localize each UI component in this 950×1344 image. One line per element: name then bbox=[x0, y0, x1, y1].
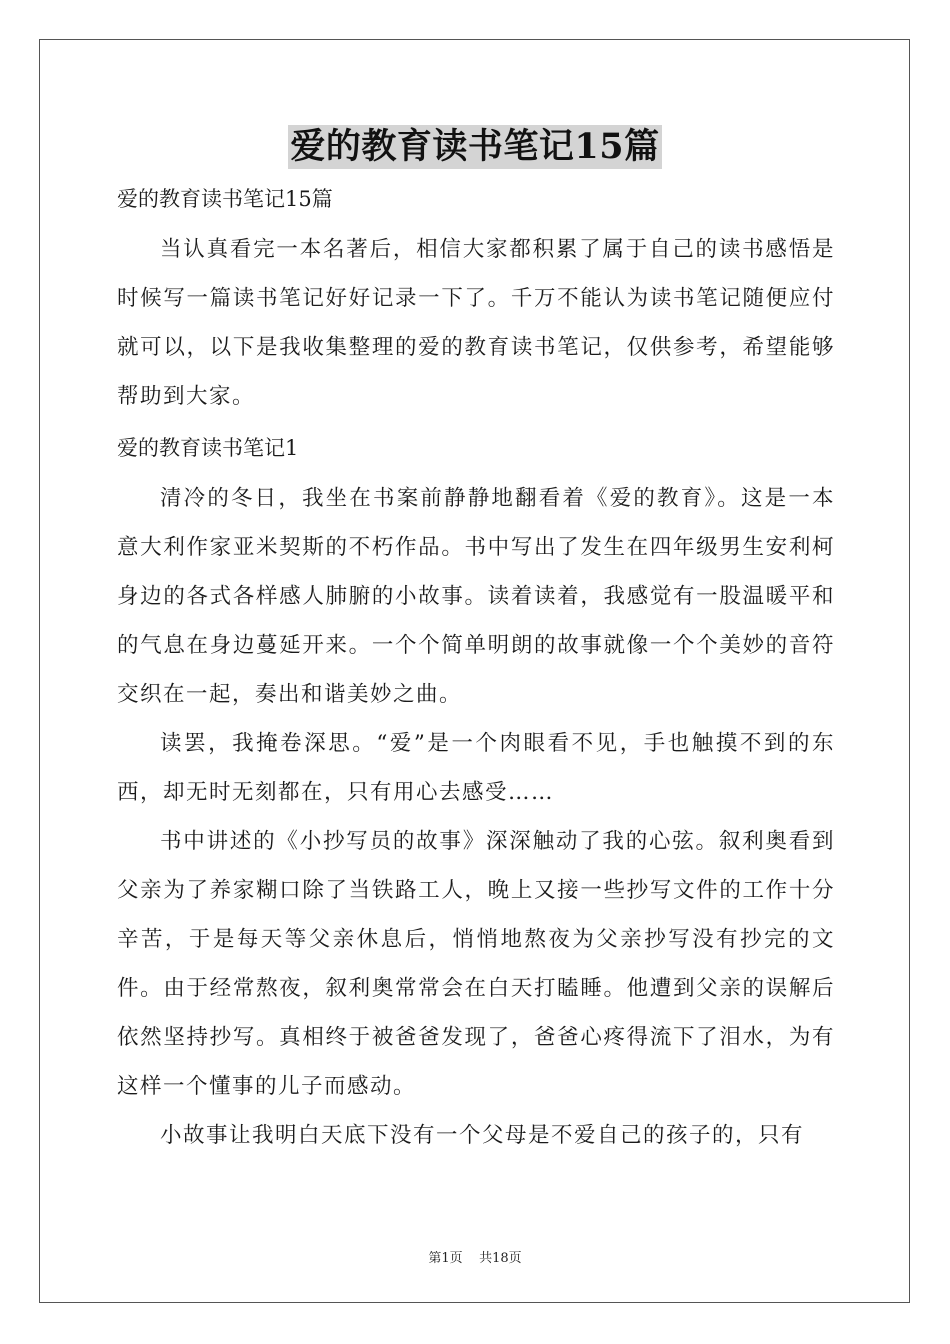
section-heading[interactable]: 爱的教育读书笔记1 bbox=[117, 436, 299, 460]
title-container bbox=[0, 125, 950, 169]
page-footer bbox=[0, 1247, 950, 1266]
body-paragraph-2[interactable]: 读罢，我掩卷深思。“爱”是一个肉眼看不见，手也触摸不到的东西，却无时无刻都在，只有用心去感受…… bbox=[117, 731, 835, 805]
document-subtitle[interactable]: 爱的教育读书笔记15篇 bbox=[117, 187, 333, 211]
document-body bbox=[117, 180, 835, 1160]
page-total: 共18页 bbox=[479, 1251, 522, 1266]
body-paragraph-3[interactable]: 书中讲述的《小抄写员的故事》深深触动了我的心弦。叙利奥看到父亲为了养家糊口除了当铁路工人，晚上又接一些抄写文件的工作十分辛苦，于是每天等父亲休息后，悄悄地熬夜为父亲抄写没有抄完的文件。由于经常熬夜，叙利奥常常会在白天打瞌睡。他遭到父亲的误解后依然坚持抄写。真相终于被爸爸发现了，爸爸心疼得流下了泪水，为有这样一个懂事的儿子而感动。 bbox=[117, 829, 835, 1099]
intro-paragraph[interactable]: 当认真看完一本名著后，相信大家都积累了属于自己的读书感悟是时候写一篇读书笔记好好记录一下了。千万不能认为读书笔记随便应付就可以，以下是我收集整理的爱的教育读书笔记，仅供参考，希望能够帮助到大家。 bbox=[117, 237, 835, 409]
body-paragraph-1[interactable]: 清冷的冬日，我坐在书案前静静地翻看着《爱的教育》。这是一本意大利作家亚米契斯的不朽作品。书中写出了发生在四年级男生安利柯身边的各式各样感人肺腑的小故事。读着读着，我感觉有一股温暖平和的气息在身边蔓延开来。一个个简单明朗的故事就像一个个美妙的音符交织在一起，奏出和谐美妙之曲。 bbox=[117, 486, 835, 707]
page-number: 第1页 bbox=[428, 1251, 463, 1266]
body-paragraph-4[interactable]: 小故事让我明白天底下没有一个父母是不爱自己的孩子的，只有 bbox=[160, 1123, 805, 1148]
document-title[interactable]: 爱的教育读书笔记15篇 bbox=[290, 126, 660, 167]
